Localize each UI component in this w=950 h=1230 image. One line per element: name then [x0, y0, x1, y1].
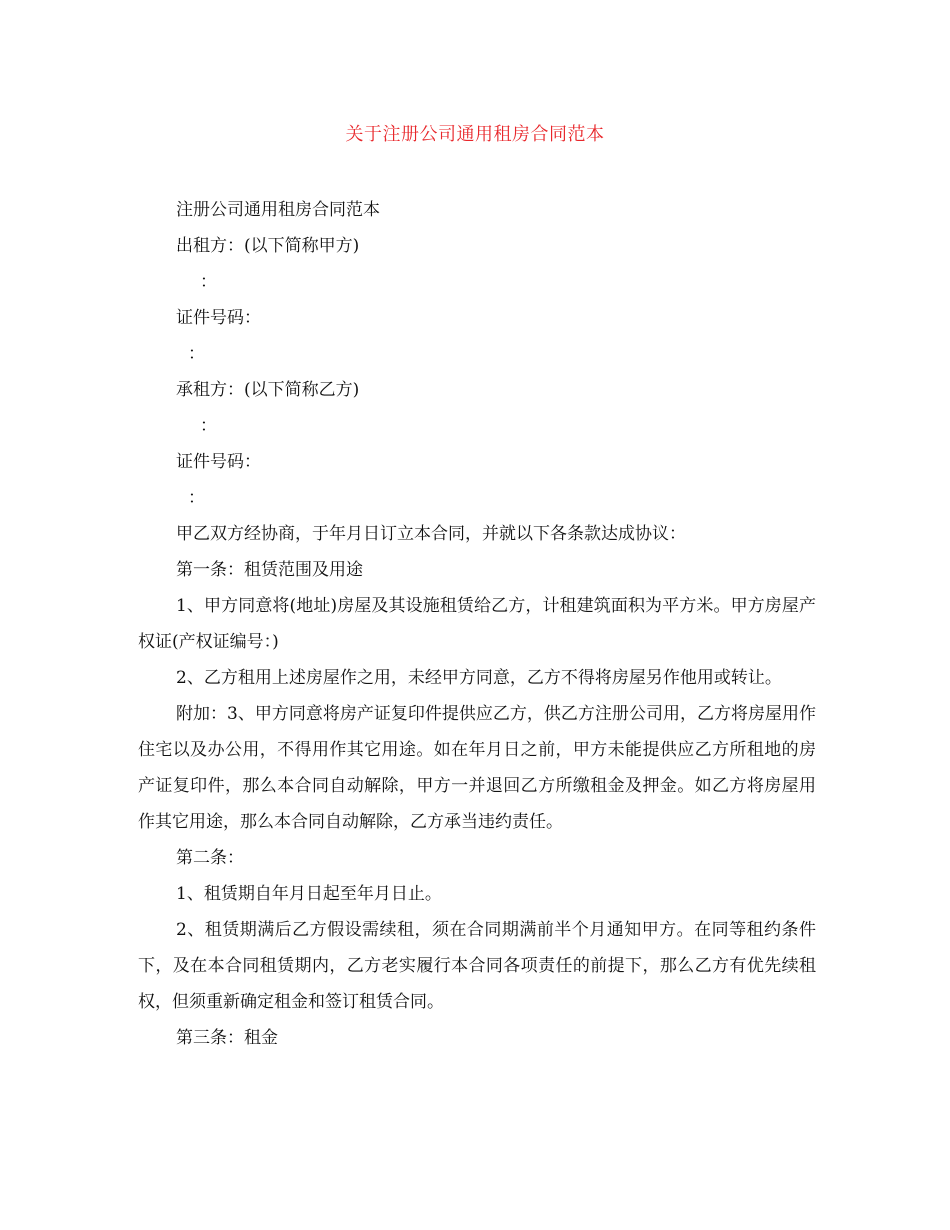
article-1-clause-3: 附加：3、甲方同意将房产证复印件提供应乙方，供乙方注册公司用，乙方将房屋用作住宅以及办公用，不得用作其它用途。如在年月日之前，甲方未能提供应乙方所租地的房产证复印件，那么本合同自动解除，甲方一并退回乙方所缴租金及押金。如乙方将房屋用作其它用途，那么本合同自动解除，乙方承当违约责任。: [138, 704, 816, 832]
article-1-clause-2: 2、乙方租用上述房屋作之用，未经甲方同意，乙方不得将房屋另作他用或转让。: [176, 668, 782, 688]
article-1-clause-1: 1、甲方同意将(地址)房屋及其设施租赁给乙方，计租建筑面积为平方米。甲方房屋产权证(产权证编号：): [138, 596, 816, 652]
lessee-id-field: ：: [188, 488, 205, 508]
article-2-heading: 第二条：: [176, 848, 244, 868]
lessor-line: 出租方：(以下简称甲方): [176, 236, 360, 256]
document-body: [138, 192, 816, 1056]
lessee-line: 承租方：(以下简称乙方): [176, 380, 360, 400]
lessee-name-field: ：: [200, 416, 217, 436]
article-2-clause-2: 2、租赁期满后乙方假设需续租，须在合同期满前半个月通知甲方。在同等租约条件下，及在本合同租赁期内，乙方老实履行本合同各项责任的前提下，那么乙方有优先续租权，但须重新确定租金和签订租赁合同。: [138, 920, 816, 1012]
lessor-name-field: ：: [200, 272, 217, 292]
lessor-id-line: 证件号码：: [176, 308, 261, 328]
lessee-id-line: 证件号码：: [176, 452, 261, 472]
article-3-heading: 第三条：租金: [176, 1028, 278, 1048]
article-2-clause-1: 1、租赁期自年月日起至年月日止。: [176, 884, 442, 904]
subtitle: 注册公司通用租房合同范本: [176, 200, 380, 220]
document-title: 关于注册公司通用租房合同范本: [345, 124, 605, 145]
article-1-heading: 第一条：租赁范围及用途: [176, 560, 363, 580]
agreement-intro: 甲乙双方经协商，于年月日订立本合同，并就以下各条款达成协议：: [176, 524, 686, 544]
lessor-id-field: ：: [188, 344, 205, 364]
